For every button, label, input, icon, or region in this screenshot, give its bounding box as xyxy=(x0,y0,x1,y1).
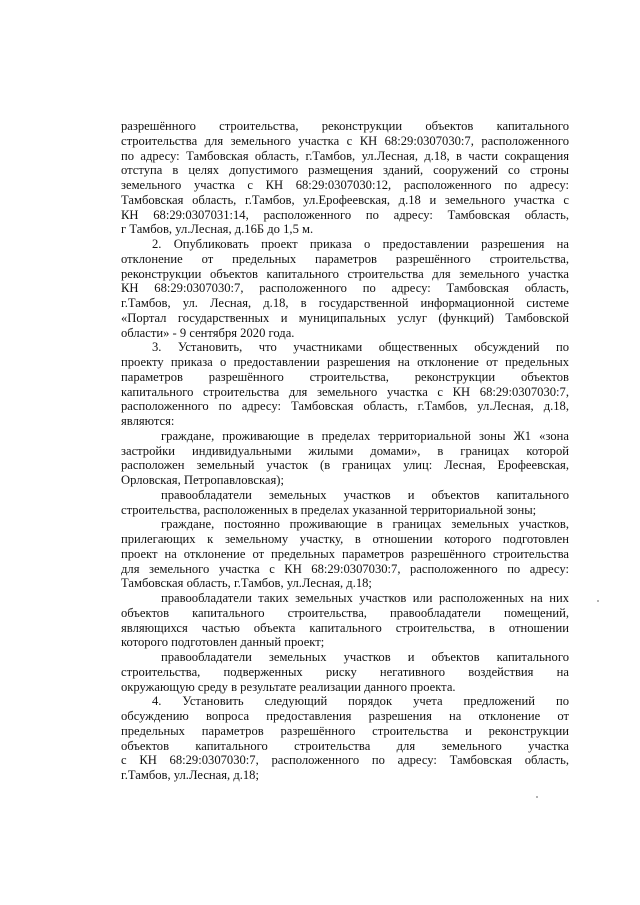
text-line: 2. Опубликовать проект приказа о предоставлении разрешения на xyxy=(152,237,569,251)
text-line: окружающую среду в результате реализации данного проекта. xyxy=(121,679,456,694)
list-paragraph xyxy=(121,650,569,694)
text-line: Тамбовская область, г.Тамбов, ул.Ерофеевская, д.18 и земельного участка с xyxy=(121,192,569,207)
text-line: г.Тамбов, ул. Лесная, д.18, в государственной информационной системе xyxy=(121,296,569,310)
text-line: Тамбовская область, г.Тамбов, ул.Лесная, д.18; xyxy=(121,576,372,591)
text-line: правообладатели таких земельных участков или расположенных на них xyxy=(161,591,569,605)
text-line: по адресу: Тамбовская область, г.Тамбов, ул.Лесная, д.18, в части сокращения xyxy=(121,148,569,163)
text-line: отклонение от предельных параметров разрешённого строительства, xyxy=(121,251,569,266)
text-line: капитального строительства для земельного участка с КН 68:29:0307030:7, xyxy=(121,384,569,399)
text-line: строительства, подверженных риску негативного воздействия на xyxy=(121,664,569,679)
text-line: г Тамбов, ул.Лесная, д.16Б до 1,5 м. xyxy=(121,222,314,237)
list-paragraph xyxy=(121,488,569,518)
text-line: являются: xyxy=(121,414,175,428)
list-paragraph xyxy=(121,517,569,591)
text-line: реконструкции объектов капитального строительства для земельного участка xyxy=(121,266,569,281)
scan-speck xyxy=(536,796,538,798)
text-line: застройки индивидуальными жилыми домами», в границах которой xyxy=(121,443,569,458)
text-line: строительства для земельного участка с КН 68:29:0307030:7, расположенного xyxy=(121,133,569,148)
text-line: отступа в целях допустимого размещения зданий, сооружений со строны xyxy=(121,163,569,178)
text-line: параметров разрешённого строительства, реконструкции объектов xyxy=(121,369,569,384)
text-line: земельного участка с КН 68:29:0307030:12, расположенного по адресу: xyxy=(121,178,569,192)
text-line: расположенного по адресу: Тамбовская область, г.Тамбов, ул.Лесная, д.18, xyxy=(121,399,569,414)
text-line: объектов капитального строительства для земельного участка xyxy=(121,738,569,753)
text-line: обсуждению вопроса предоставления разрешения на отклонение от xyxy=(121,709,569,723)
numbered-paragraph xyxy=(121,237,569,340)
text-line: прилегающих к земельному участку, в отношении которого подготовлен xyxy=(121,532,569,546)
text-line: правообладатели земельных участков и объектов капитального xyxy=(161,650,569,664)
text-line: предельных параметров разрешённого строительства и реконструкции xyxy=(121,723,569,738)
text-line: Орловская, Петропавловская); xyxy=(121,473,284,487)
scan-speck xyxy=(597,600,599,602)
text-line: проекту приказа о предоставлении разрешения на отклонение от предельных xyxy=(121,355,569,369)
text-line: граждане, постоянно проживающие в границах земельных участков, xyxy=(161,517,569,532)
text-line: с КН 68:29:0307030:7, расположенного по адресу: Тамбовская область, xyxy=(121,753,569,768)
text-line: объектов капитального строительства, правообладатели помещений, xyxy=(121,605,569,620)
list-paragraph xyxy=(121,591,569,650)
text-line: строительства, расположенных в пределах указанной территориальной зоны; xyxy=(121,502,537,517)
text-line: 4. Установить следующий порядок учета предложений по xyxy=(152,694,569,709)
text-line: КН 68:29:0307030:7, расположенного по адресу: Тамбовская область, xyxy=(121,281,569,296)
text-line: которого подготовлен данный проект; xyxy=(121,635,325,650)
text-line: для земельного участка с КН 68:29:0307030:7, расположенного по адресу: xyxy=(121,561,569,576)
paragraph xyxy=(121,119,569,237)
numbered-paragraph xyxy=(121,340,569,429)
text-line: являющихся частью объекта капитального строительства, в отношении xyxy=(121,620,569,635)
text-line: расположен земельный участок (в границах улиц: Лесная, Ерофеевская, xyxy=(121,458,569,473)
text-line: г.Тамбов, ул.Лесная, д.18; xyxy=(121,768,259,782)
text-line: «Портал государственных и муниципальных услуг (функций) Тамбовской xyxy=(121,310,569,325)
numbered-paragraph xyxy=(121,694,569,783)
list-paragraph xyxy=(121,429,569,488)
text-line: разрешённого строительства, реконструкции объектов капитального xyxy=(121,119,569,133)
text-line: граждане, проживающие в пределах территориальной зоны Ж1 «зона xyxy=(161,428,569,443)
text-line: КН 68:29:0307031:14, расположенного по адресу: Тамбовская область, xyxy=(121,207,569,222)
text-line: правообладатели земельных участков и объектов капитального xyxy=(161,487,569,502)
text-line: проект на отклонение от предельных параметров разрешённого строительства xyxy=(121,546,569,561)
document-body xyxy=(121,119,569,783)
text-line: области» - 9 сентября 2020 года. xyxy=(121,325,295,340)
text-line: 3. Установить, что участниками общественных обсуждений по xyxy=(152,340,569,355)
